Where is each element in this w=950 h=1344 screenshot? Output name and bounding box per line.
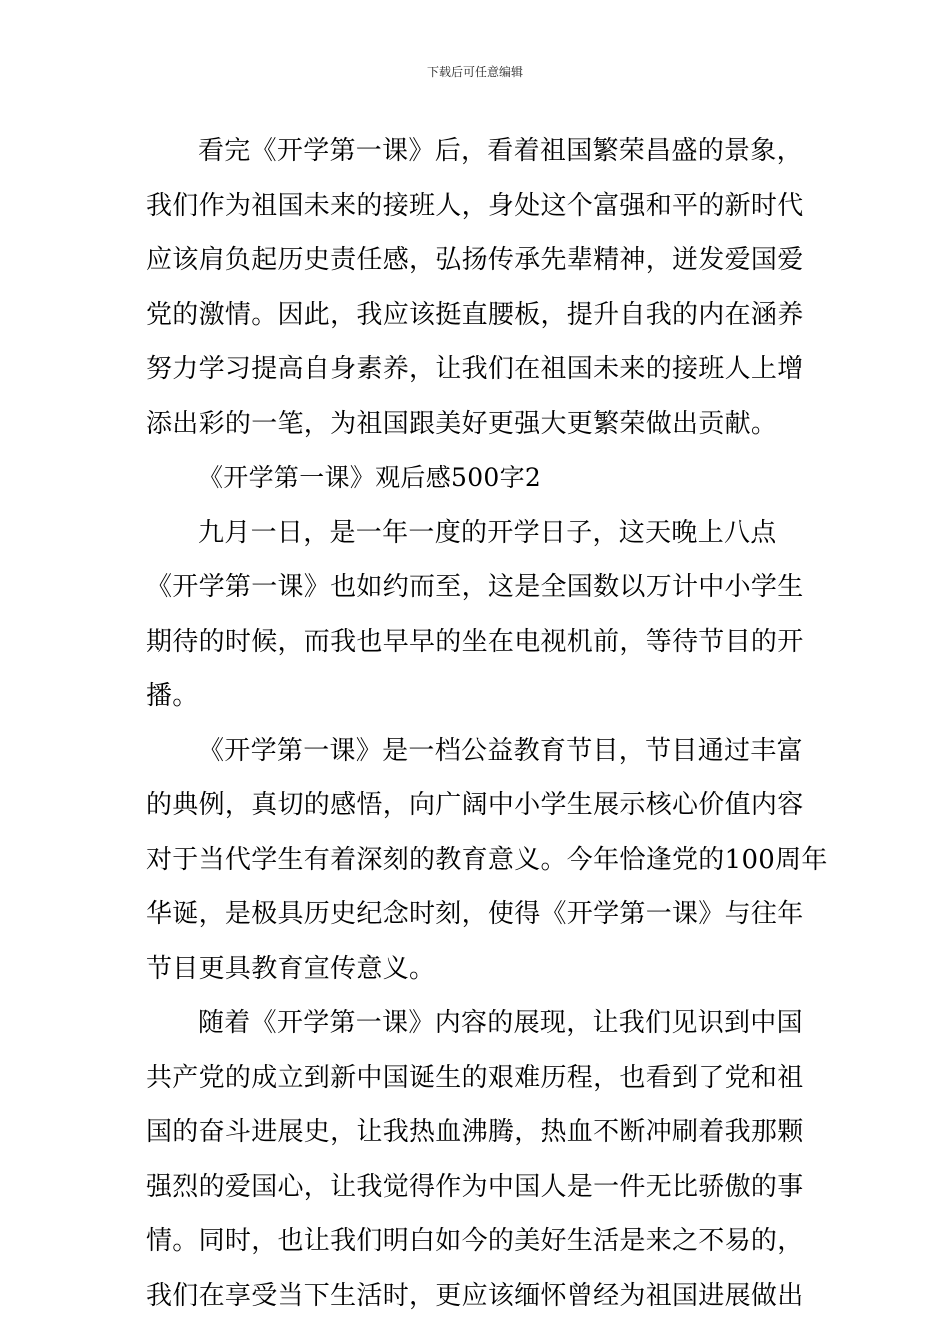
- paragraph-line: 我们作为祖国未来的接班人，身处这个富强和平的新时代: [146, 190, 804, 221]
- paragraph-line: 华诞，是极具历史纪念时刻，使得《开学第一课》与往年: [146, 899, 804, 929]
- paragraph-line: 随着《开学第一课》内容的展现，让我们见识到中国: [198, 1008, 803, 1038]
- paragraph-line: 添出彩的一笔，为祖国跟美好更强大更繁荣做出贡献。: [146, 408, 778, 439]
- paragraph-line: 应该肩负起历史责任感，弘扬传承先辈精神，迸发爱国爱: [146, 245, 804, 275]
- paragraph-line: 努力学习提高自身素养，让我们在祖国未来的接班人上增: [146, 354, 804, 384]
- paragraph-line: 九月一日，是一年一度的开学日子，这天晚上八点: [198, 517, 777, 548]
- body-text: [146, 124, 828, 1323]
- paragraph-line: 播。: [146, 681, 199, 711]
- header-note: 下载后可任意编辑: [426, 65, 523, 79]
- paragraph-line: 《开学第一课》是一档公益教育节目，节目通过丰富: [198, 735, 803, 766]
- paragraph-line: 看完《开学第一课》后，看着祖国繁荣昌盛的景象，: [198, 136, 803, 166]
- paragraph-line: 国的奋斗进展史，让我热血沸腾，热血不断冲刷着我那颗: [146, 1117, 804, 1147]
- paragraph-line: 党的激情。因此，我应该挺直腰板，提升自我的内在涵养: [146, 299, 804, 330]
- paragraph-line: 共产党的成立到新中国诞生的艰难历程，也看到了党和祖: [146, 1062, 804, 1093]
- paragraph-line: 强烈的爱国心，让我觉得作为中国人是一件无比骄傲的事: [146, 1171, 804, 1202]
- paragraph-line: 节目更具教育宣传意义。: [146, 953, 436, 984]
- paragraph-line: 的典例，真切的感悟，向广阔中小学生展示核心价值内容: [146, 790, 804, 820]
- paragraph-line: 我们在享受当下生活时，更应该缅怀曾经为祖国进展做出: [146, 1280, 804, 1311]
- paragraph-line: 期待的时候，而我也早早的坐在电视机前，等待节目的开: [146, 626, 804, 657]
- paragraph-line: 情。同时，也让我们明白如今的美好生活是来之不易的，: [146, 1226, 804, 1256]
- section-heading: 《开学第一课》观后感500字2: [198, 463, 542, 492]
- paragraph-line: 对于当代学生有着深刻的教育意义。今年恰逢党的100周年: [146, 844, 828, 875]
- paragraph-line: 《开学第一课》也如约而至，这是全国数以万计中小学生: [146, 572, 804, 602]
